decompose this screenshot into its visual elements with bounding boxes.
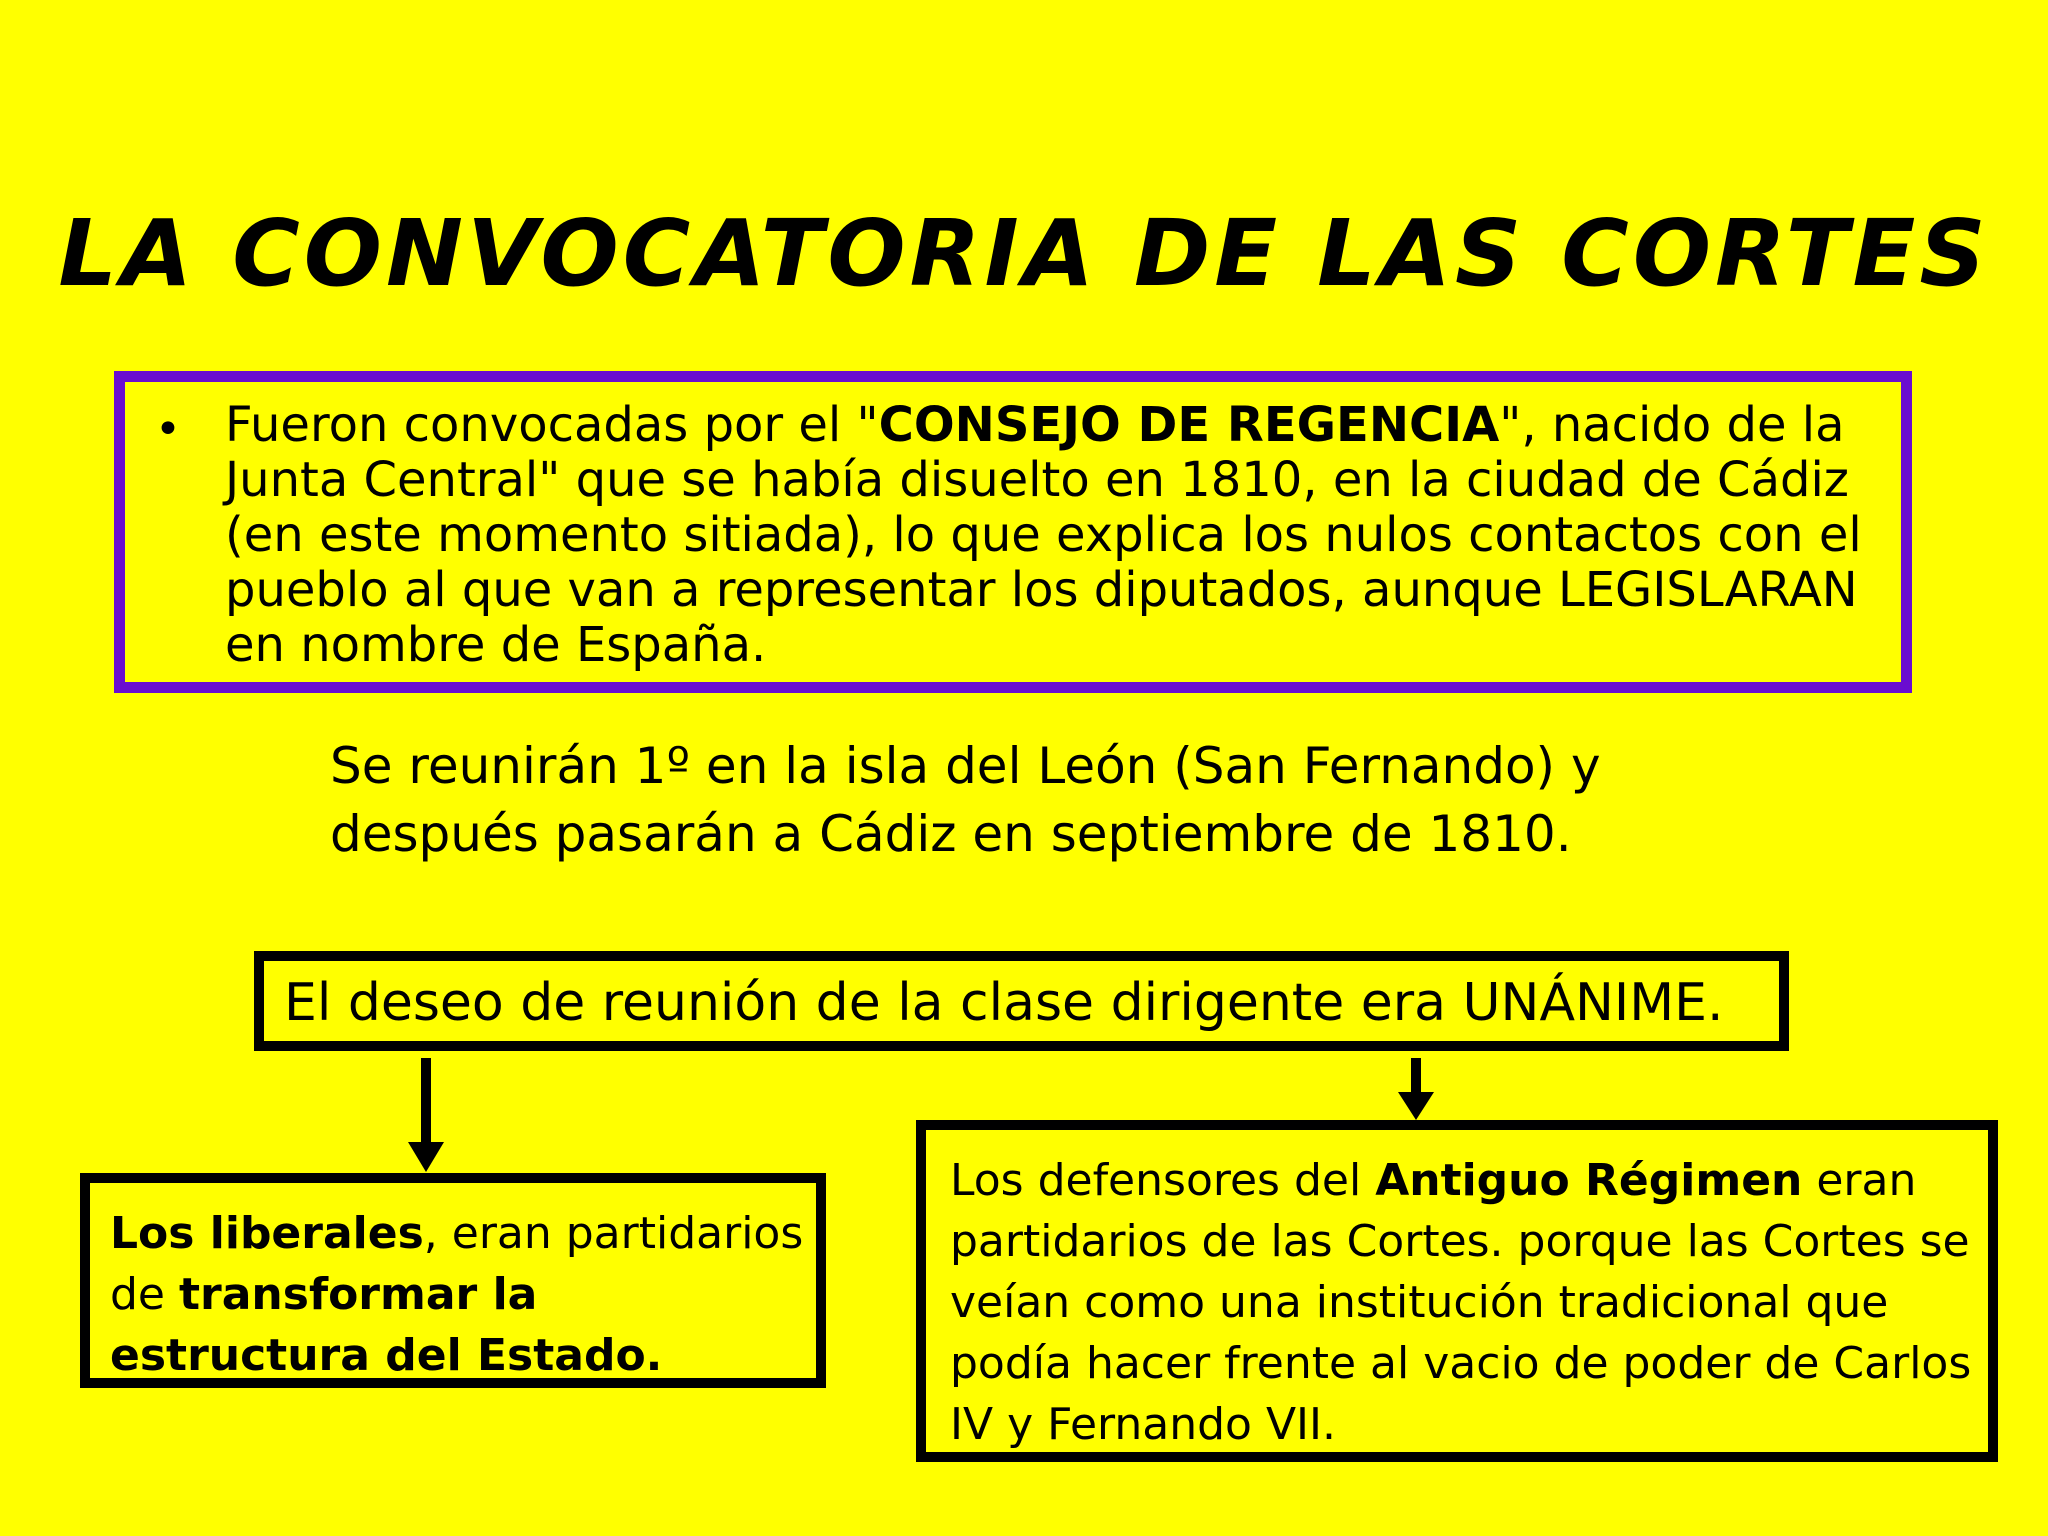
antiguo-regimen-box bbox=[916, 1120, 1998, 1462]
intro-box bbox=[114, 371, 1912, 693]
liberales-bold-transformar: transformar la estructura del Estado. bbox=[110, 1269, 663, 1381]
unanime-box bbox=[254, 951, 1789, 1051]
arrow-down-left-icon bbox=[406, 1058, 446, 1174]
unanime-text: El deseo de reunión de la clase dirigente era UNÁNIME. bbox=[284, 973, 1724, 1033]
intro-text bbox=[225, 398, 1895, 673]
liberales-box bbox=[80, 1173, 826, 1388]
liberales-text-mid: , eran partidarios de bbox=[110, 1208, 804, 1320]
intro-text-after: ", nacido de la Junta Central" que se había disuelto en 1810, en la ciudad de Cádiz (en este momento sitiada), lo que explica los nulos contactos con el pueblo al que van a representar los diputados, aunque LEGISLARAN en nombre de España. bbox=[225, 397, 1862, 673]
bullet-point: • bbox=[155, 404, 181, 455]
antiguo-bold-regimen: Antiguo Régimen bbox=[1375, 1155, 1803, 1206]
antiguo-text-before: Los defensores del bbox=[950, 1155, 1376, 1206]
liberales-text bbox=[110, 1203, 810, 1386]
intro-bold-consejo: CONSEJO DE REGENCIA bbox=[878, 397, 1500, 453]
liberales-bold-title: Los liberales bbox=[110, 1208, 424, 1259]
meeting-text: Se reunirán 1º en la isla del León (San Fernando) y después pasarán a Cádiz en septiembre de 1810. bbox=[330, 737, 1601, 863]
slide-title: LA CONVOCATORIA DE LAS CORTES bbox=[58, 200, 1990, 307]
antiguo-regimen-text bbox=[950, 1150, 1990, 1455]
antiguo-text-after: eran partidarios de las Cortes. porque las Cortes se veían como una institución tradicional que podía hacer frente al vacio de poder de Carlos IV y Fernando VII. bbox=[950, 1155, 1972, 1450]
intro-text-before: Fueron convocadas por el " bbox=[225, 397, 879, 453]
arrow-down-right-icon bbox=[1396, 1058, 1436, 1122]
